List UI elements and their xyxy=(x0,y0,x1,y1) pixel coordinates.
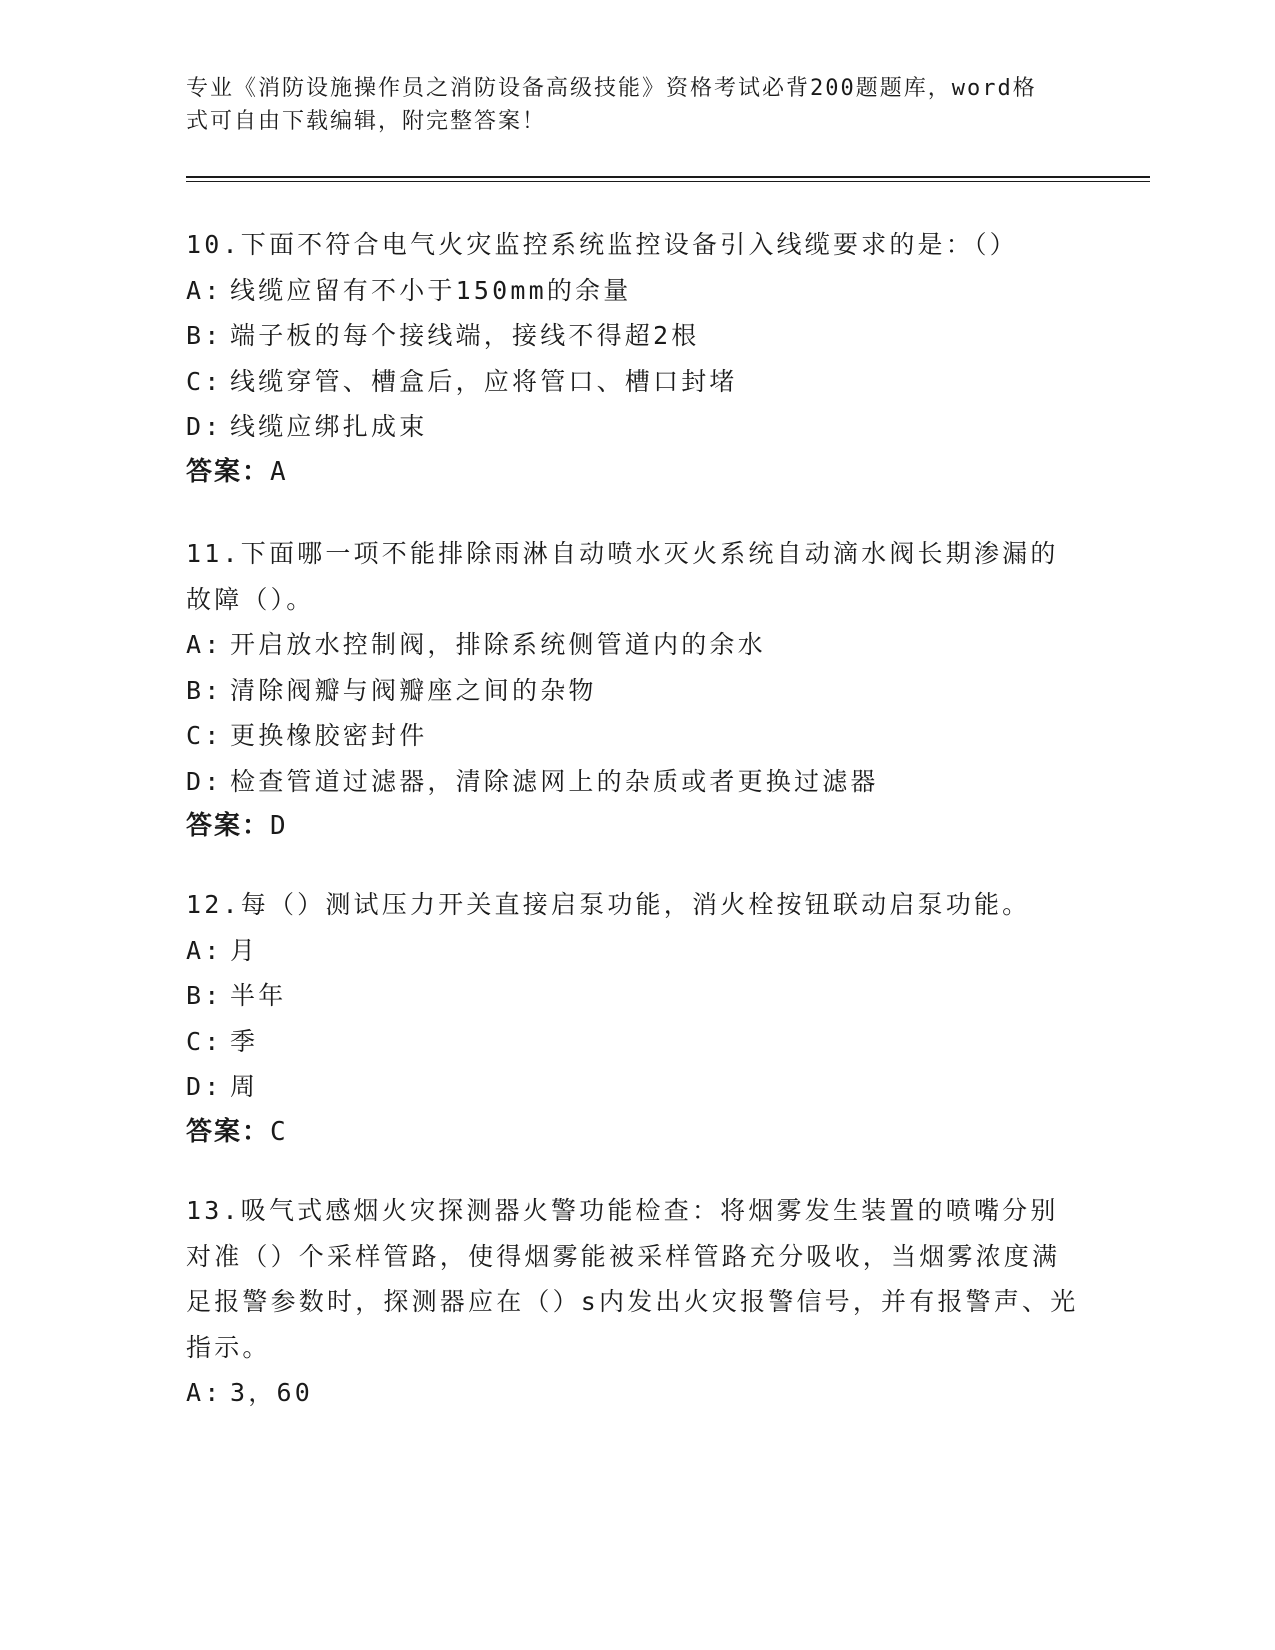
option-d xyxy=(186,404,1086,450)
option-b xyxy=(186,313,1086,359)
option-a xyxy=(186,622,1086,668)
option-a xyxy=(186,928,1086,974)
option-b xyxy=(186,973,1086,1019)
document-header xyxy=(186,72,1076,138)
question-11 xyxy=(186,531,1086,850)
answer-line xyxy=(186,1110,1086,1156)
option-text: 线缆穿管、槽盒后，应将管口、槽口封堵 xyxy=(230,366,738,396)
option-text: 线缆应留有不小于150mm的余量 xyxy=(230,275,632,305)
answer-line xyxy=(186,804,1086,850)
option-letter: B: xyxy=(186,321,223,350)
option-letter: A: xyxy=(186,275,223,305)
option-d xyxy=(186,1064,1086,1110)
header-line-2: 式可自由下载编辑，附完整答案！ xyxy=(186,109,547,134)
option-c xyxy=(186,359,1086,405)
answer-label: 答案： xyxy=(186,1116,271,1147)
option-a xyxy=(186,268,1086,314)
question-stem: 12.每（）测试压力开关直接启泵功能，消火栓按钮联动启泵功能。 xyxy=(186,890,1031,919)
header-divider-thin xyxy=(186,181,1150,182)
question-stem: 11.下面哪一项不能排除雨淋自动喷水灭火系统自动滴水阀长期渗漏的故障（）。 xyxy=(186,539,1059,614)
option-c xyxy=(186,713,1086,759)
option-letter: D: xyxy=(186,766,223,796)
answer-label: 答案： xyxy=(186,456,271,487)
option-text: 月 xyxy=(230,935,259,965)
option-b xyxy=(186,668,1086,714)
answer-label: 答案： xyxy=(186,811,271,841)
answer-value: D xyxy=(270,811,288,841)
header-divider-thick xyxy=(186,176,1150,178)
option-letter: B: xyxy=(186,675,223,705)
option-text: 季 xyxy=(230,1026,259,1056)
question-stem: 13.吸气式感烟火灾探测器火警功能检查：将烟雾发生装置的喷嘴分别对准（）个采样管路，使得烟雾能被采样管路充分吸收，当烟雾浓度满足报警参数时，探测器应在（）s内发出火灾报警信号，并有报警声、光指示。 xyxy=(186,1196,1079,1362)
option-d xyxy=(186,759,1086,805)
header-line-1: 专业《消防设施操作员之消防设备高级技能》资格考试必背200题题库，word格 xyxy=(186,76,1037,101)
question-stem: 10.下面不符合电气火灾监控系统监控设备引入线缆要求的是：（） xyxy=(186,230,1018,259)
option-text: 周 xyxy=(230,1072,259,1101)
option-letter: A: xyxy=(186,1378,223,1407)
option-letter: C: xyxy=(186,366,223,396)
question-10 xyxy=(186,222,1086,495)
option-letter: A: xyxy=(186,935,223,965)
option-text: 开启放水控制阀，排除系统侧管道内的余水 xyxy=(230,630,766,659)
option-text: 3，60 xyxy=(230,1378,313,1407)
option-text: 更换橡胶密封件 xyxy=(230,721,428,750)
option-letter: C: xyxy=(186,721,223,750)
question-12 xyxy=(186,882,1086,1155)
option-text: 半年 xyxy=(230,981,287,1010)
option-text: 端子板的每个接线端，接线不得超2根 xyxy=(230,321,700,350)
answer-value: A xyxy=(270,456,288,487)
question-13 xyxy=(186,1188,1086,1416)
option-a xyxy=(186,1370,1086,1416)
option-letter: A: xyxy=(186,630,223,659)
option-letter: D: xyxy=(186,1072,223,1101)
option-text: 线缆应绑扎成束 xyxy=(230,412,428,441)
answer-value: C xyxy=(270,1116,288,1147)
option-letter: B: xyxy=(186,981,223,1010)
answer-line xyxy=(186,450,1086,496)
option-c xyxy=(186,1019,1086,1065)
option-text: 检查管道过滤器，清除滤网上的杂质或者更换过滤器 xyxy=(230,766,879,796)
option-text: 清除阀瓣与阀瓣座之间的杂物 xyxy=(230,675,597,705)
option-letter: D: xyxy=(186,412,223,441)
option-letter: C: xyxy=(186,1026,223,1056)
